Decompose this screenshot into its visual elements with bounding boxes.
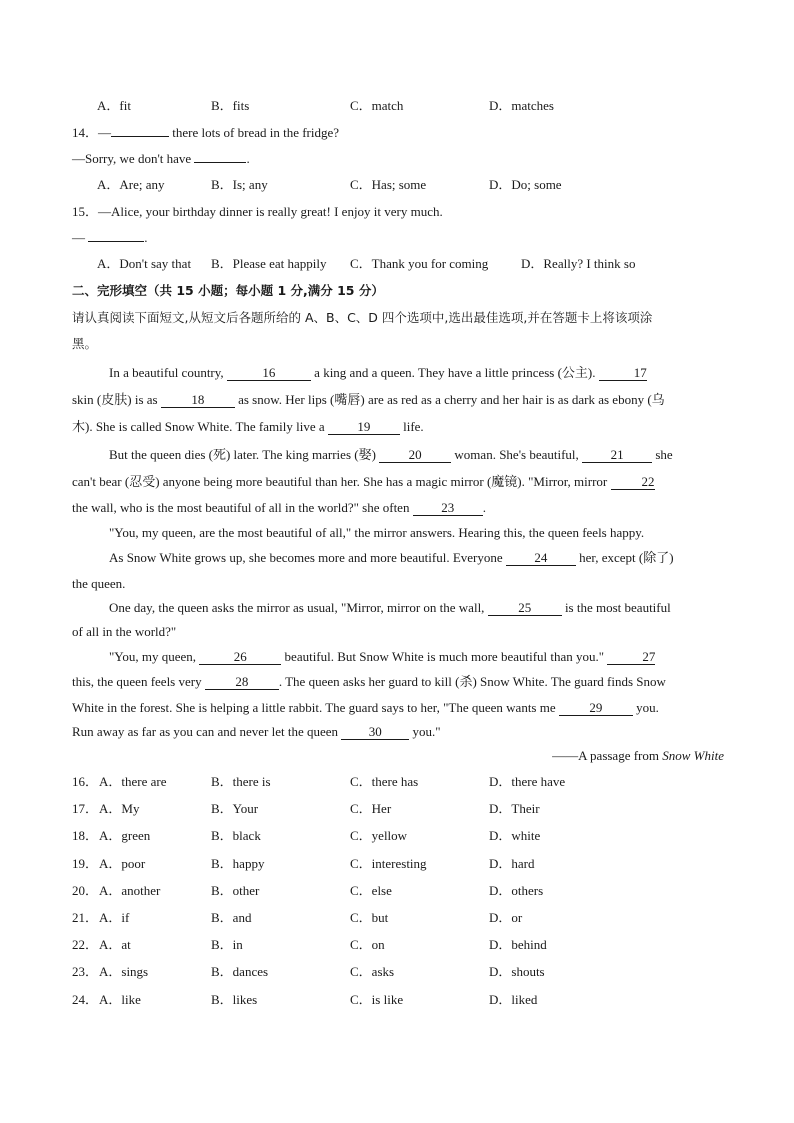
passage-p6-line1 (109, 648, 655, 666)
passage-p1-line3 (72, 418, 424, 436)
question-option-b: B．in (211, 937, 243, 952)
passage-p4-line1 (109, 549, 674, 567)
question-option-c: C．yellow (350, 828, 408, 843)
q14-reply-period: . (246, 151, 250, 166)
question-number: 23． (72, 964, 99, 979)
question-option-c: C．Her (350, 801, 392, 816)
q13-option-c: C．match (350, 98, 404, 113)
blank-23: 23 (413, 500, 483, 516)
question-option-b: B．and (211, 910, 252, 925)
question-number: 16． (72, 774, 99, 789)
passage-text: "You, my queen, (109, 649, 200, 664)
passage-text: beautiful. But Snow White is much more beautiful than you." (281, 649, 608, 664)
question-number: 22． (72, 937, 99, 952)
q15-option-a: A．Don't say that (97, 256, 192, 271)
question-option-a: A．at (99, 937, 131, 952)
passage-text: can't bear (忍受) anyone being more beautiful than her. She has a magic mirror (魔镜). "Mirror, mirror (72, 474, 611, 489)
question-option-b: B．Your (211, 801, 259, 816)
question-option-b: B．likes (211, 992, 258, 1007)
question-option-c: C．there has (350, 774, 419, 789)
source-prefix: ——A passage from (552, 748, 663, 763)
question-option-b: B．happy (211, 856, 265, 871)
blank-25: 25 (488, 600, 562, 616)
passage-text: . The queen asks her guard to kill (杀) Snow White. The guard finds Snow (278, 674, 666, 689)
passage-p2-line2 (72, 473, 655, 491)
question-number: 21． (72, 910, 99, 925)
question-option-a: A．My (99, 801, 140, 816)
passage-text: woman. She's beautiful, (451, 447, 583, 462)
question-option-d: D．hard (489, 856, 535, 871)
blank-27: 27 (607, 649, 655, 665)
blank-21: 21 (582, 447, 652, 463)
q15-option-c: C．Thank you for coming (350, 256, 489, 271)
q14-reply (72, 150, 250, 168)
passage-text: she (652, 447, 673, 462)
question-option-c: C．interesting (350, 856, 427, 871)
question-option-d: D．behind (489, 937, 547, 952)
question-option-c: C．but (350, 910, 389, 925)
question-option-b: B．other (211, 883, 260, 898)
question-option-c: C．else (350, 883, 392, 898)
section-instruction-line2: 黑。 (72, 336, 98, 351)
question-option-d: D．white (489, 828, 541, 843)
passage-text: life. (399, 419, 424, 434)
blank-28: 28 (205, 674, 279, 690)
blank-18: 18 (161, 392, 235, 408)
question-number: 18． (72, 828, 99, 843)
q13-option-d: D．matches (489, 98, 554, 113)
question-option-a: A．sings (99, 964, 149, 979)
question-option-d: D．shouts (489, 964, 545, 979)
passage-text: is the most beautiful (561, 600, 671, 615)
q14-option-a: A．Are; any (97, 177, 165, 192)
q14-blank (111, 136, 169, 137)
passage-text: as snow. Her lips (嘴唇) are as red as a cherry and her hair is as dark as ebony (乌 (234, 392, 665, 407)
question-option-a: A．there are (99, 774, 167, 789)
q15-prompt: 15．—Alice, your birthday dinner is really great! I enjoy it very much. (72, 204, 443, 219)
question-option-c: C．on (350, 937, 385, 952)
question-option-c: C．asks (350, 964, 395, 979)
q15-reply-period: . (144, 230, 148, 245)
q14-text: there lots of bread in the fridge? (169, 125, 340, 140)
question-option-d: D．Their (489, 801, 540, 816)
passage-p4-line2: the queen. (72, 576, 126, 591)
question-option-a: A．another (99, 883, 161, 898)
question-option-d: D．liked (489, 992, 538, 1007)
passage-text: the wall, who is the most beautiful of all in the world?" she often (72, 500, 413, 515)
passage-p5-line2: of all in the world?" (72, 624, 177, 639)
section-heading: 二、完形填空（共 15 小题；每小题 1 分,满分 15 分） (72, 283, 384, 298)
passage-text: a king and a queen. They have a little princess (公主). (310, 365, 599, 380)
passage-text: skin (皮肤) is as (72, 392, 161, 407)
q15-reply-blank (88, 241, 144, 242)
q14-number: 14．— (72, 125, 112, 140)
section-instruction-line1: 请认真阅读下面短文,从短文后各题所给的 A、B、C、D 四个选项中,选出最佳选项,并在答题卡上将该项涂 (72, 310, 653, 325)
q15-reply-dash: — (72, 230, 89, 245)
question-number: 20． (72, 883, 99, 898)
blank-29: 29 (559, 700, 633, 716)
q14-option-c: C．Has; some (350, 177, 427, 192)
passage-p6-line4 (72, 723, 441, 741)
passage-text: 木). She is called Snow White. The family live a (72, 419, 328, 434)
q15-reply (72, 229, 148, 247)
passage-text: As Snow White grows up, she becomes more and more beautiful. Everyone (109, 550, 506, 565)
passage-p1-line2 (72, 391, 665, 409)
passage-p6-line3 (72, 699, 659, 717)
question-option-a: A．like (99, 992, 141, 1007)
passage-text: White in the forest. She is helping a little rabbit. The guard says to her, "The queen wants me (72, 700, 559, 715)
question-option-d: D．or (489, 910, 523, 925)
passage-text: In a beautiful country, (109, 365, 227, 380)
question-option-d: D．there have (489, 774, 566, 789)
question-option-b: B．dances (211, 964, 269, 979)
passage-p2-line3 (72, 499, 486, 517)
passage-text: you." (409, 724, 441, 739)
passage-text: One day, the queen asks the mirror as usual, "Mirror, mirror on the wall, (109, 600, 488, 615)
passage-text: But the queen dies (死) later. The king marries (娶) (109, 447, 380, 462)
q14-option-b: B．Is; any (211, 177, 268, 192)
question-option-b: B．there is (211, 774, 271, 789)
blank-16: 16 (227, 365, 311, 381)
q14-option-d: D．Do; some (489, 177, 562, 192)
blank-24: 24 (506, 550, 576, 566)
question-number: 19． (72, 856, 99, 871)
passage-p3: "You, my queen, are the most beautiful of all," the mirror answers. Hearing this, the queen feels happy. (109, 525, 645, 540)
question-option-a: A．poor (99, 856, 146, 871)
passage-p6-line2 (72, 673, 666, 691)
passage-text: you. (632, 700, 659, 715)
blank-17: 17 (599, 365, 647, 381)
blank-30: 30 (341, 724, 409, 740)
blank-20: 20 (379, 447, 451, 463)
passage-text: . (482, 500, 486, 515)
blank-19: 19 (328, 419, 400, 435)
q15-option-d: D．Really? I think so (521, 256, 636, 271)
question-number: 17． (72, 801, 99, 816)
question-option-c: C．is like (350, 992, 404, 1007)
q14-reply-text: —Sorry, we don't have (72, 151, 195, 166)
question-option-b: B．black (211, 828, 261, 843)
passage-source (552, 747, 724, 765)
passage-p5-line1 (109, 599, 671, 617)
question-number: 24． (72, 992, 99, 1007)
source-title: Snow White (662, 748, 724, 763)
blank-26: 26 (199, 649, 281, 665)
blank-22: 22 (611, 474, 655, 490)
q13-option-b: B．fits (211, 98, 250, 113)
q13-option-a: A．fit (97, 98, 131, 113)
q14-prompt (72, 124, 339, 142)
passage-p1-line1 (109, 364, 647, 382)
passage-text: her, except (除了) (575, 550, 674, 565)
question-option-a: A．if (99, 910, 130, 925)
passage-text: this, the queen feels very (72, 674, 205, 689)
q15-option-b: B．Please eat happily (211, 256, 327, 271)
passage-text: Run away as far as you can and never let the queen (72, 724, 342, 739)
question-option-a: A．green (99, 828, 151, 843)
q14-reply-blank (194, 162, 246, 163)
question-option-d: D．others (489, 883, 544, 898)
passage-p2-line1 (109, 446, 673, 464)
